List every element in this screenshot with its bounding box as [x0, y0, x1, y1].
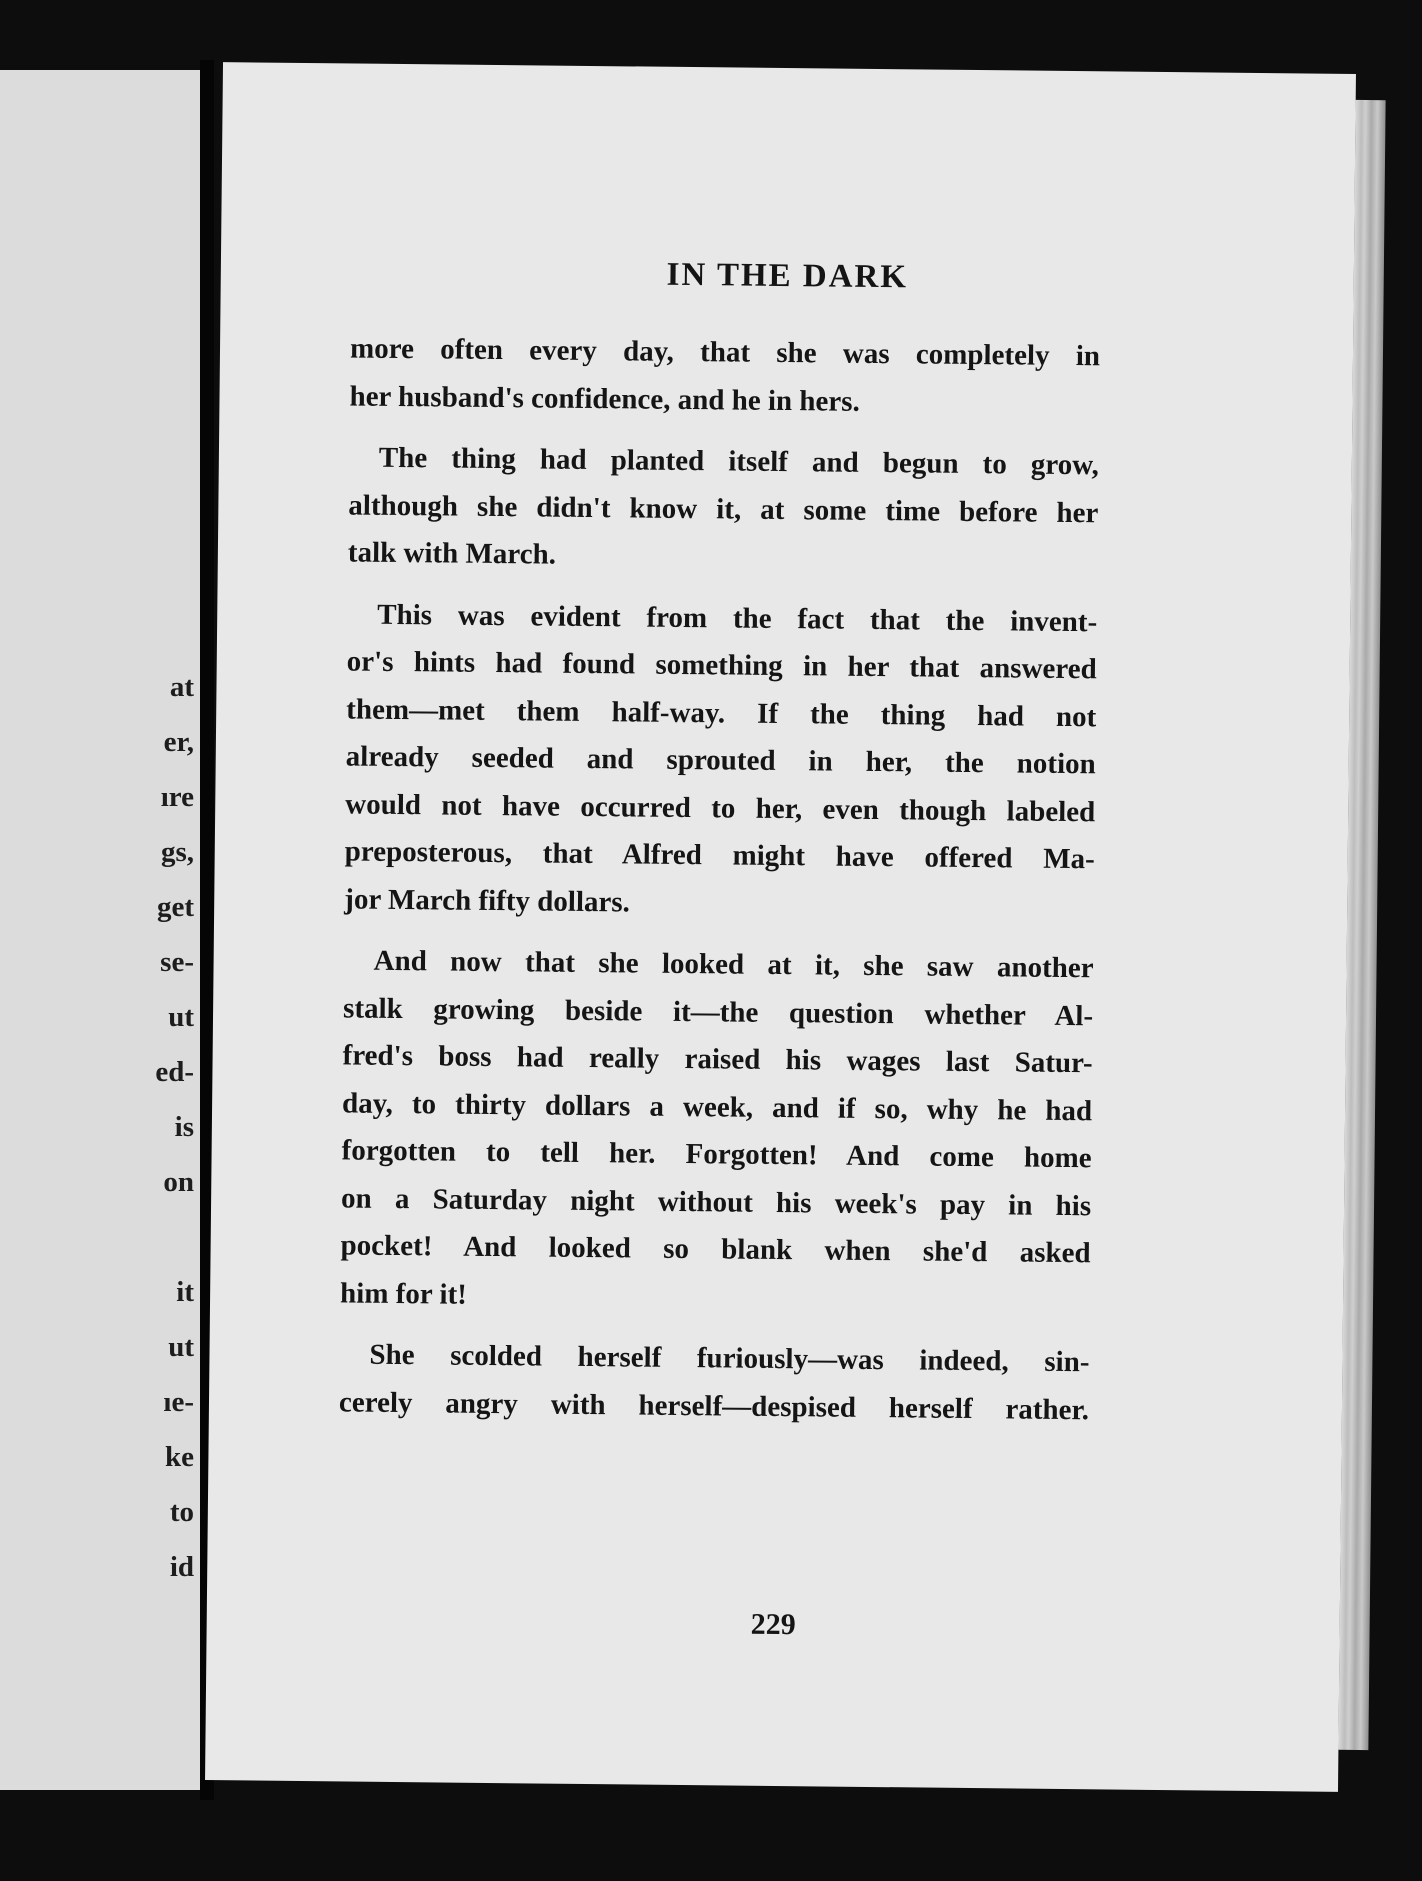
text-line: And now that she looked at it, she saw another: [373, 944, 1094, 985]
text-line: on a Saturday night without his week's pay in his: [340, 1181, 1092, 1222]
left-page: [0, 70, 200, 1790]
left-fragment: ut: [168, 1331, 194, 1363]
left-fragment: to: [169, 1496, 194, 1528]
left-fragment: ke: [165, 1441, 194, 1473]
left-fragment: ıe-: [163, 1386, 194, 1418]
text-line: would not have occurred to her, even though labeled: [345, 787, 1096, 828]
text-line: cerely angry with herself—despised herself rather.: [338, 1385, 1090, 1426]
left-fragment-gap: [104, 1210, 194, 1265]
text-line: fred's boss had really raised his wages last Satur-: [342, 1039, 1093, 1080]
right-page: [205, 62, 1356, 1792]
left-fragment: gs,: [160, 836, 194, 868]
left-fragment: ıre: [160, 781, 194, 813]
text-line: forgotten to tell her. Forgotten! And come home: [341, 1134, 1092, 1175]
left-fragment: at: [169, 671, 194, 703]
text-line: him for it!: [339, 1276, 468, 1311]
left-fragment: it: [176, 1276, 194, 1308]
text-line: although she didn't know it, at some time before her: [348, 488, 1099, 529]
text-line: stalk growing beside it—the question whether Al-: [342, 991, 1094, 1032]
left-fragment: er,: [163, 726, 194, 758]
text-line: talk with March.: [347, 536, 557, 571]
text-line: or's hints had found something in her that answered: [346, 645, 1097, 686]
left-fragment: get: [156, 891, 194, 923]
text-line: She scolded herself furiously—was indeed, sin-: [369, 1338, 1090, 1379]
left-fragment: is: [174, 1111, 194, 1143]
left-fragment: se-: [160, 946, 194, 978]
text-line: them—met them half-way. If the thing had not: [346, 692, 1097, 733]
text-line: day, to thirty dollars a week, and if so, why he had: [341, 1086, 1093, 1127]
text-line: The thing had planted itself and begun to grow,: [378, 441, 1100, 482]
text-line: preposterous, that Alfred might have offered Ma-: [344, 835, 1095, 876]
text-line: more often every day, that she was completely in: [349, 332, 1101, 373]
text-line: pocket! And looked so blank when she'd asked: [340, 1229, 1091, 1270]
text-line: already seeded and sprouted in her, the notion: [345, 740, 1096, 781]
left-fragment: on: [163, 1166, 194, 1198]
running-head: IN THE DARK: [666, 256, 909, 296]
left-page-line-fragments: [104, 660, 194, 1595]
text-line: This was evident from the fact that the invent-: [377, 598, 1098, 638]
left-fragment: id: [169, 1551, 194, 1583]
text-line: jor March fifty dollars.: [344, 882, 631, 918]
left-fragment: ut: [168, 1001, 194, 1033]
body-text: [339, 325, 1100, 1434]
page-number: 229: [750, 1607, 796, 1642]
left-fragment: ed-: [155, 1056, 194, 1088]
text-line: her husband's confidence, and he in hers.: [349, 379, 860, 418]
